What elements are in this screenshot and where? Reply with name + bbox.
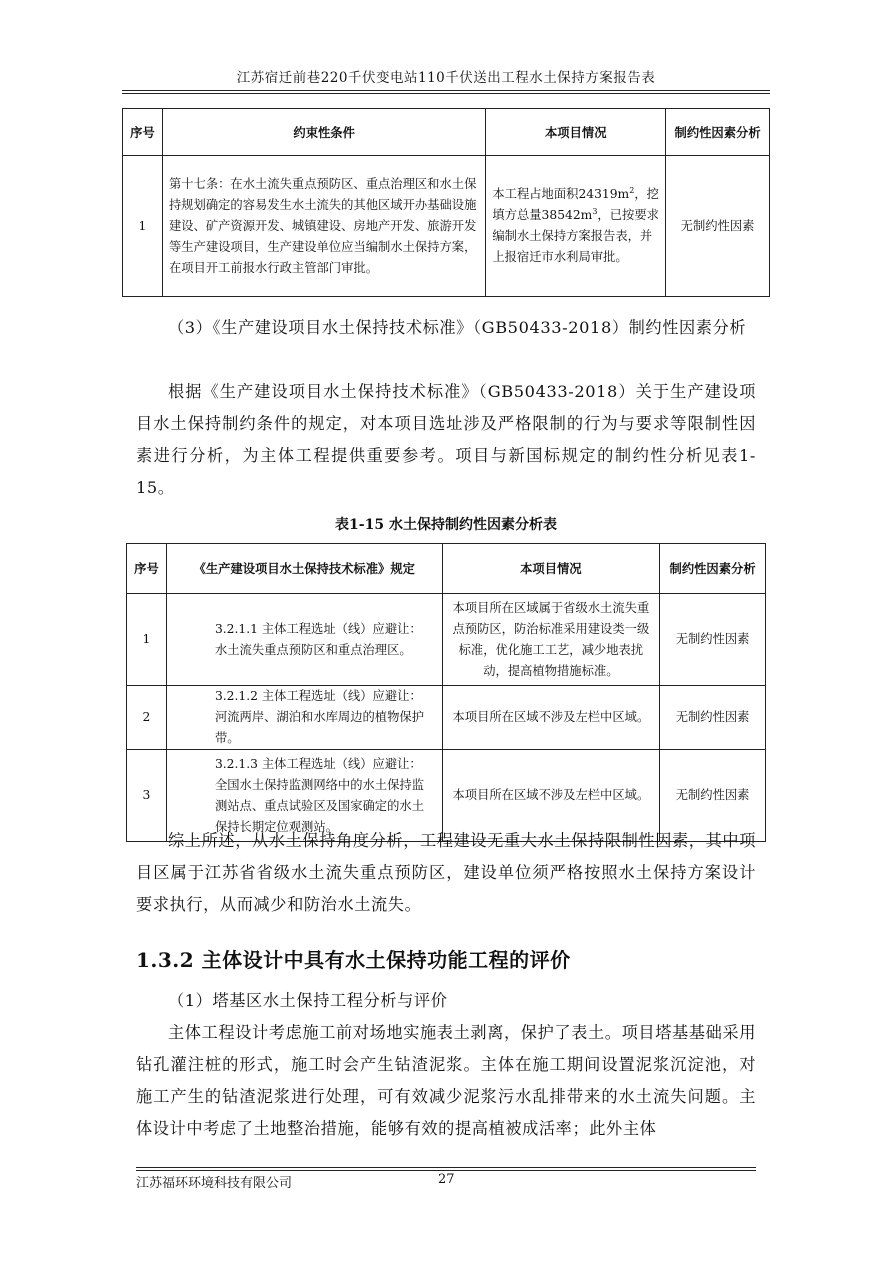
paragraph-summary: 综上所述，从水土保持角度分析，工程建设无重大水土保持限制性因素，其中项目区属于江苏省省级水土流失重点预防区，建设单位须严格按照水土保持方案设计要求执行，从而减少和防治水土流失。 xyxy=(136,831,756,914)
footer-rule-secondary xyxy=(136,1170,756,1171)
row-analysis: 无制约性因素 xyxy=(660,686,766,750)
row-condition: 第十七条：在水土流失重点预防区、重点治理区和水土保持规划确定的容易发生水土流失的其他区域开办基础设施建设、矿产资源开发、城镇建设、房地产开发、旅游开发等生产建设项目，生产建设单位应当编制水土保持方案，在项目开工前报水行政主管部门审批。 xyxy=(162,156,485,297)
restriction-analysis-table xyxy=(126,543,766,842)
row-rule: 3.2.1.1 主体工程选址（线）应避让：水土流失重点预防区和重点治理区。 xyxy=(166,594,442,686)
footer-rule xyxy=(136,1167,756,1168)
row-no: 3 xyxy=(127,750,167,842)
paragraph-subheading: （1）塔基区水土保持工程分析与评价 xyxy=(168,991,448,1010)
paragraph-standard-analysis: 根据《生产建设项目水土保持技术标准》（GB50433-2018）关于生产建设项目水土保持制约条件的规定，对本项目选址涉及严格限制的行为与要求等限制性因素进行分析，为主体工程提供重要参考。项目与新国标规定的制约性分析见表1-15。 xyxy=(136,382,756,497)
section-title: 1.3.2 主体设计中具有水土保持功能工程的评价 xyxy=(136,948,571,972)
header-situation: 本项目情况 xyxy=(442,544,660,594)
row-situation: 本工程占地面积$24319m^2$，挖填方总量$38542m^3$，已按要求编制水土保持方案报告表，并上报宿迁市水利局审批。 xyxy=(486,156,666,297)
constraint-table xyxy=(122,108,770,297)
header-rule xyxy=(122,90,770,91)
row-analysis: 无制约性因素 xyxy=(666,156,770,297)
header-condition: 约束性条件 xyxy=(162,109,485,156)
row-analysis: 无制约性因素 xyxy=(660,594,766,686)
header-rule-secondary xyxy=(122,93,770,94)
header-situation: 本项目情况 xyxy=(486,109,666,156)
footer-company: 江苏福环环境科技有限公司 xyxy=(136,1176,293,1191)
row-situation: 本项目所在区域不涉及左栏中区域。 xyxy=(442,750,660,842)
page-number: 27 xyxy=(438,1172,455,1187)
row-situation: 本项目所在区域属于省级水土流失重点预防区，防治标准采用建设类一级标准，优化施工工艺，减少地表扰动，提高植物措施标准。 xyxy=(442,594,660,686)
table-row xyxy=(127,686,766,750)
header-no: 序号 xyxy=(127,544,167,594)
row-no: 1 xyxy=(127,594,167,686)
paragraph-tower-analysis: 主体工程设计考虑施工前对场地实施表土剥离，保护了表土。项目塔基基础采用钻孔灌注桩的形式，施工时会产生钻渣泥浆。主体在施工期间设置泥浆沉淀池，对施工产生的钻渣泥浆进行处理，可有效减少泥浆污水乱排带来的水土流失问题。主体设计中考虑了土地整治措施，能够有效的提高植被成活率；此外主体 xyxy=(136,1023,756,1138)
table-header-row xyxy=(123,109,770,156)
row-analysis: 无制约性因素 xyxy=(660,750,766,842)
row-no: 1 xyxy=(123,156,163,297)
header-no: 序号 xyxy=(123,109,163,156)
header-analysis: 制约性因素分析 xyxy=(666,109,770,156)
row-rule: 3.2.1.2 主体工程选址（线）应避让：河流两岸、湖泊和水库周边的植物保护带。 xyxy=(166,686,442,750)
row-rule: 3.2.1.3 主体工程选址（线）应避让：全国水土保持监测网络中的水土保持监测站点、重点试验区及国家确定的水土保持长期定位观测站。 xyxy=(166,750,442,842)
table-row xyxy=(127,594,766,686)
row-no: 2 xyxy=(127,686,167,750)
table-header-row xyxy=(127,544,766,594)
header-analysis: 制约性因素分析 xyxy=(660,544,766,594)
paragraph-standard-heading: （3）《生产建设项目水土保持技术标准》（GB50433-2018）制约性因素分析 xyxy=(168,318,747,337)
table-row xyxy=(123,156,770,297)
page-header: 江苏宿迁前巷220千伏变电站110千伏送出工程水土保持方案报告表 xyxy=(236,70,656,86)
table-caption: 表1-15 水土保持制约性因素分析表 xyxy=(335,517,557,533)
row-situation: 本项目所在区域不涉及左栏中区域。 xyxy=(442,686,660,750)
header-rule: 《生产建设项目水土保持技术标准》规定 xyxy=(166,544,442,594)
